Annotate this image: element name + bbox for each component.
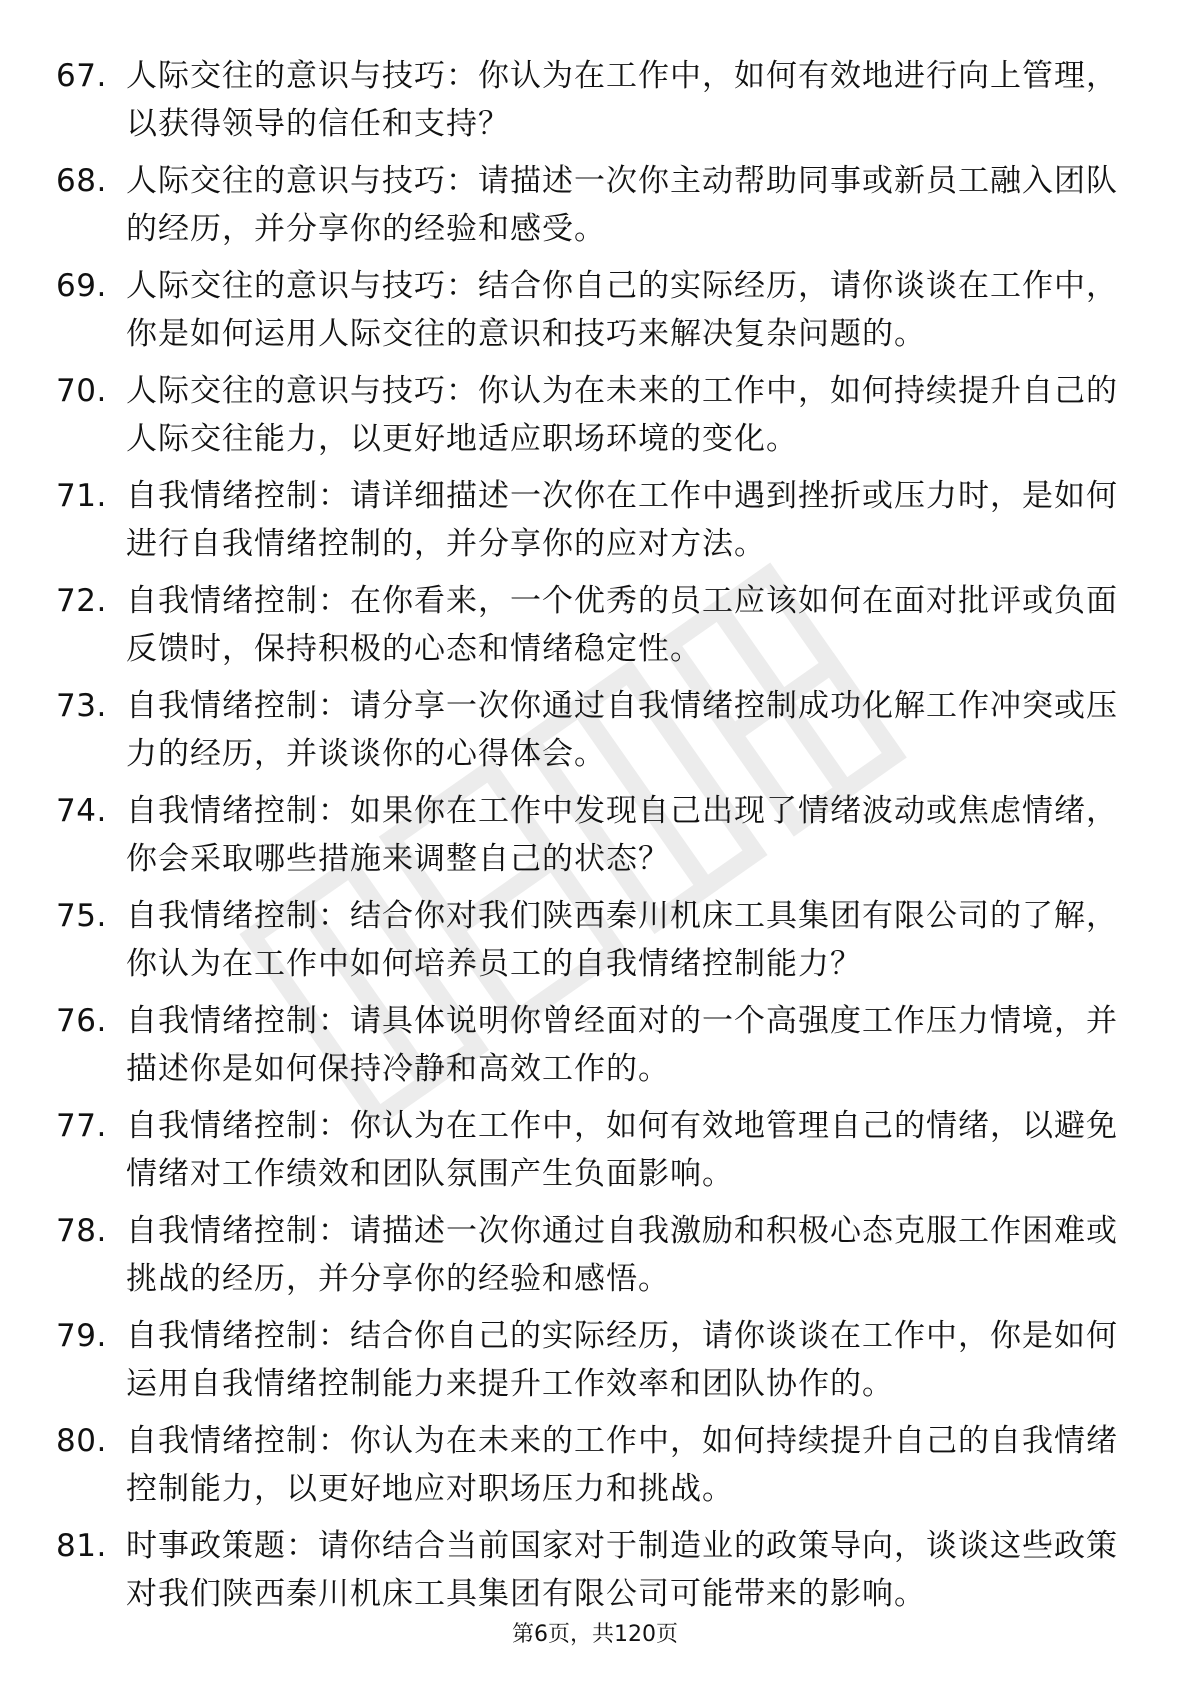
question-text: 自我情绪控制：结合你对我们陕西秦川机床工具集团有限公司的了解，你认为在工作中如何培养员工的自我情绪控制能力？ xyxy=(126,898,1118,982)
question-number: 80. xyxy=(56,1423,107,1459)
question-number: 68. xyxy=(56,163,107,199)
question-list xyxy=(56,52,1136,1627)
question-number: 72. xyxy=(56,583,107,619)
question-number: 76. xyxy=(56,1003,107,1039)
question-text: 自我情绪控制：请具体说明你曾经面对的一个高强度工作压力情境，并描述你是如何保持冷静和高效工作的。 xyxy=(126,1003,1118,1087)
question-number: 67. xyxy=(56,58,107,94)
question-item xyxy=(56,577,1136,682)
question-item xyxy=(56,1522,1136,1627)
question-number: 74. xyxy=(56,793,107,829)
question-number: 81. xyxy=(56,1528,107,1564)
question-item xyxy=(56,1102,1136,1207)
question-item xyxy=(56,157,1136,262)
question-number: 75. xyxy=(56,898,107,934)
question-text: 人际交往的意识与技巧：结合你自己的实际经历，请你谈谈在工作中，你是如何运用人际交往的意识和技巧来解决复杂问题的。 xyxy=(126,268,1118,352)
page-indicator: 第6页，共120页 xyxy=(512,1622,678,1647)
question-number: 71. xyxy=(56,478,107,514)
question-item xyxy=(56,682,1136,787)
question-text: 自我情绪控制：请分享一次你通过自我情绪控制成功化解工作冲突或压力的经历，并谈谈你的心得体会。 xyxy=(126,688,1118,772)
question-text: 人际交往的意识与技巧：请描述一次你主动帮助同事或新员工融入团队的经历，并分享你的经验和感受。 xyxy=(126,163,1118,247)
question-text: 时事政策题：请你结合当前国家对于制造业的政策导向，谈谈这些政策对我们陕西秦川机床工具集团有限公司可能带来的影响。 xyxy=(126,1528,1118,1612)
question-text: 自我情绪控制：请详细描述一次你在工作中遇到挫折或压力时，是如何进行自我情绪控制的，并分享你的应对方法。 xyxy=(126,478,1118,562)
question-number: 70. xyxy=(56,373,107,409)
question-text: 人际交往的意识与技巧：你认为在工作中，如何有效地进行向上管理，以获得领导的信任和支持？ xyxy=(126,58,1118,142)
page-footer xyxy=(0,1620,1190,1650)
question-item xyxy=(56,1417,1136,1522)
question-text: 自我情绪控制：如果你在工作中发现自己出现了情绪波动或焦虑情绪，你会采取哪些措施来调整自己的状态？ xyxy=(126,793,1118,877)
question-item xyxy=(56,367,1136,472)
question-item xyxy=(56,892,1136,997)
question-item xyxy=(56,472,1136,577)
question-text: 自我情绪控制：结合你自己的实际经历，请你谈谈在工作中，你是如何运用自我情绪控制能力来提升工作效率和团队协作的。 xyxy=(126,1318,1118,1402)
question-item xyxy=(56,997,1136,1102)
question-number: 69. xyxy=(56,268,107,304)
question-item xyxy=(56,787,1136,892)
question-number: 79. xyxy=(56,1318,107,1354)
question-number: 78. xyxy=(56,1213,107,1249)
question-text: 人际交往的意识与技巧：你认为在未来的工作中，如何持续提升自己的人际交往能力，以更好地适应职场环境的变化。 xyxy=(126,373,1118,457)
question-text: 自我情绪控制：请描述一次你通过自我激励和积极心态克服工作困难或挑战的经历，并分享你的经验和感悟。 xyxy=(126,1213,1118,1297)
question-number: 73. xyxy=(56,688,107,724)
question-item xyxy=(56,1312,1136,1417)
question-number: 77. xyxy=(56,1108,107,1144)
question-text: 自我情绪控制：在你看来，一个优秀的员工应该如何在面对批评或负面反馈时，保持积极的心态和情绪稳定性。 xyxy=(126,583,1118,667)
question-text: 自我情绪控制：你认为在未来的工作中，如何持续提升自己的自我情绪控制能力，以更好地应对职场压力和挑战。 xyxy=(126,1423,1118,1507)
question-item xyxy=(56,262,1136,367)
question-text: 自我情绪控制：你认为在工作中，如何有效地管理自己的情绪，以避免情绪对工作绩效和团队氛围产生负面影响。 xyxy=(126,1108,1118,1192)
question-item xyxy=(56,52,1136,157)
question-item xyxy=(56,1207,1136,1312)
